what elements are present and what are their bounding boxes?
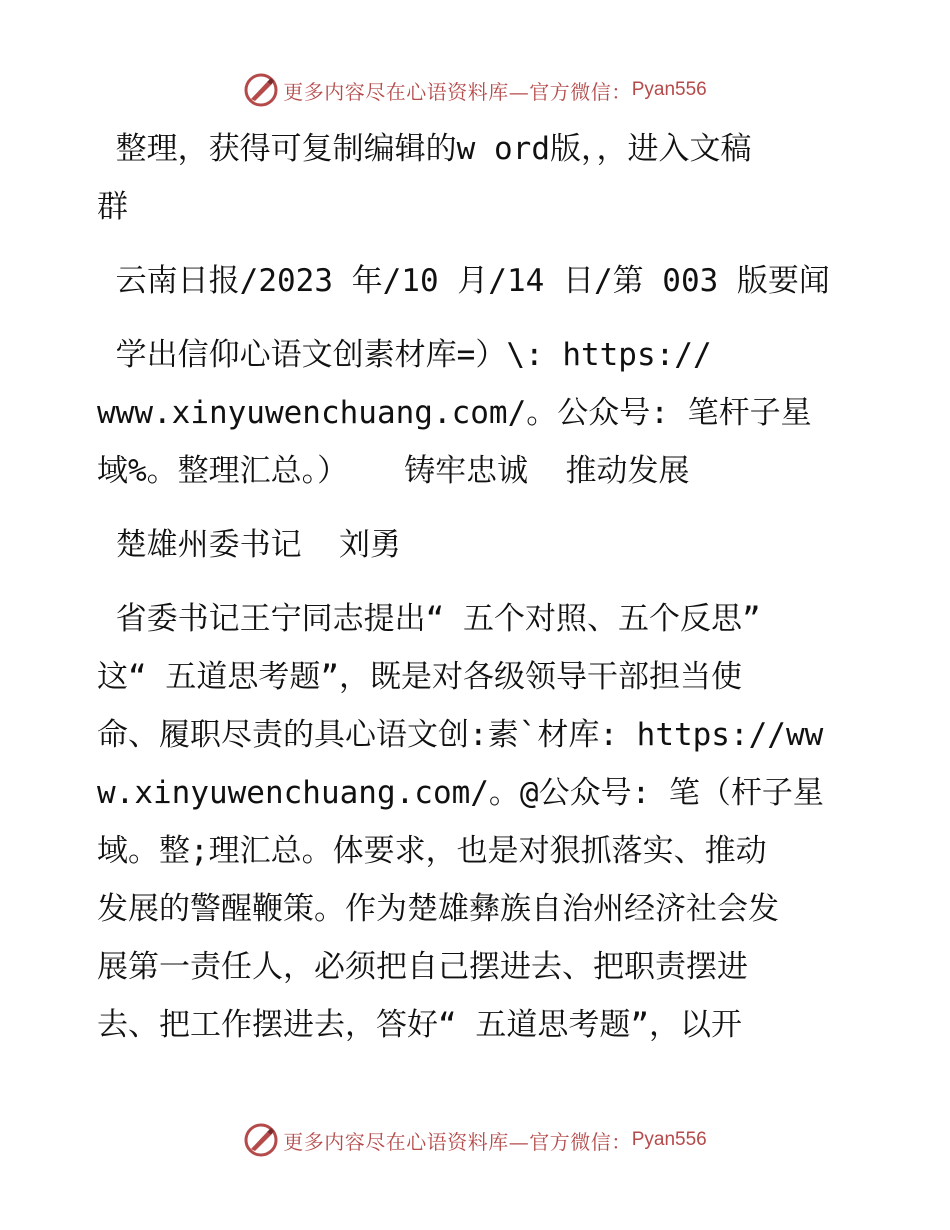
paragraph xyxy=(97,120,857,236)
text-line: 这“ 五道思考题”，既是对各级领导干部担当使 xyxy=(97,659,742,695)
paragraph xyxy=(97,252,857,310)
paragraph-gap xyxy=(97,574,857,590)
watermark-header xyxy=(0,70,950,110)
pen-logo-icon xyxy=(243,1122,279,1158)
text-line: 去、把工作摆进去，答好“ 五道思考题”，以开 xyxy=(97,1007,742,1043)
text-line: www.xinyuwenchuang.com/。公众号: 笔杆子星 xyxy=(97,395,812,431)
text-line: 整理，获得可复制编辑的w ord版，，进入文稿 xyxy=(97,131,752,167)
text-line: w.xinyuwenchuang.com/。@公众号: 笔（杆子星 xyxy=(97,775,824,811)
text-line: 云南日报/2023 年/10 月/14 日/第 003 版要闻 xyxy=(97,263,830,299)
watermark-account: Pyan556 xyxy=(631,79,707,100)
watermark-account: Pyan556 xyxy=(631,1129,707,1150)
paragraph-gap xyxy=(97,310,857,326)
text-line: 省委书记王宁同志提出“ 五个对照、五个反思” xyxy=(97,601,761,637)
text-line: 命、履职尽责的具心语文创:素`材库: https://ww xyxy=(97,717,824,753)
pen-logo-icon xyxy=(243,72,279,108)
paragraph-gap xyxy=(97,500,857,516)
text-line: 展第一责任人，必须把自己摆进去、把职责摆进 xyxy=(97,949,748,985)
paragraph xyxy=(97,326,857,500)
text-line: 域%。整理汇总。） 铸牢忠诚 推动发展 xyxy=(97,453,690,489)
text-line: 发展的警醒鞭策。作为楚雄彝族自治州经济社会发 xyxy=(97,891,779,927)
text-line: 群 xyxy=(97,189,128,225)
document-body xyxy=(97,120,857,1054)
text-line: 楚雄州委书记 刘勇 xyxy=(97,527,401,563)
paragraph xyxy=(97,590,857,1054)
paragraph-gap xyxy=(97,236,857,252)
paragraph xyxy=(97,516,857,574)
text-line: 学出信仰心语文创素材库=）\: https:// xyxy=(97,337,712,373)
watermark-text: 更多内容尽在心语资料库—官方微信： xyxy=(283,1129,632,1154)
watermark-text: 更多内容尽在心语资料库—官方微信： xyxy=(283,79,632,104)
text-line: 域。整;理汇总。体要求，也是对狠抓落实、推动 xyxy=(97,833,767,869)
watermark-footer xyxy=(0,1120,950,1160)
